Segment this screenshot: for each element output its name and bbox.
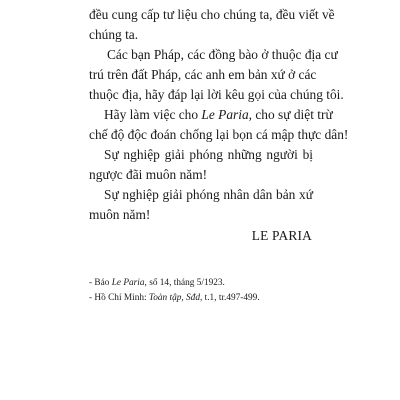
signature: LE PARIA (251, 228, 312, 243)
paragraph-line: chúng ta. (89, 27, 139, 42)
paragraph-line: Sự nghiệp giải phóng những người bị (104, 147, 313, 162)
footnote-detail: , số 14, tháng 5/1923. (144, 278, 225, 288)
footnote-prefix: - Báo (89, 278, 112, 288)
paragraph-line: trú trên đất Pháp, các anh em bản xứ ở các (89, 67, 317, 82)
text-run: , cho sự diệt trừ (248, 107, 333, 122)
paragraph-line: Sự nghiệp giải phóng nhân dân bản xứ (104, 187, 313, 202)
footnote-source-title: Toàn tập, Sđd (148, 293, 200, 303)
footnote-detail: , t.1, tr.497-499. (199, 293, 260, 303)
paragraph-line: muôn năm! (89, 207, 151, 222)
paragraph-line: thuộc địa, hãy đáp lại lời kêu gọi của chúng tôi. (89, 87, 344, 102)
paragraph-line: chế độ độc đoán chống lại bọn cá mập thực dân! (89, 127, 349, 142)
paragraph-line (104, 105, 333, 125)
footnote-prefix: - Hồ Chí Minh: (89, 293, 149, 303)
paragraph-line: đều cung cấp tư liệu cho chúng ta, đều viết về (89, 7, 335, 22)
paragraph-line: ngược đãi muôn năm! (89, 167, 208, 182)
footnote (89, 291, 329, 305)
footnote-source-title: Le Paria (111, 278, 145, 288)
paragraph-line: Các bạn Pháp, các đồng bào ở thuộc địa cư (107, 47, 338, 62)
publication-title: Le Paria (201, 107, 249, 122)
text-run: Hãy làm việc cho (104, 107, 202, 122)
footnote (89, 276, 329, 290)
